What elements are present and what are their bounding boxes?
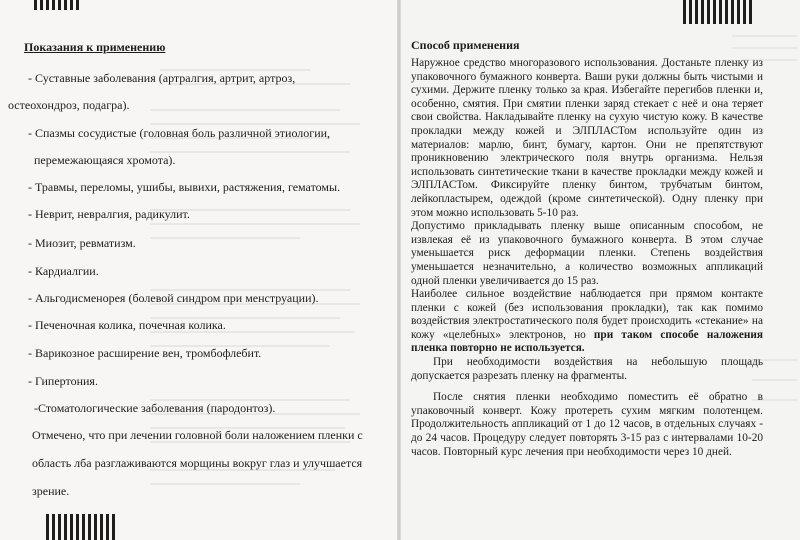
indication-line: - Альгодисменорея (болевой синдром при менструации). [28,291,319,305]
usage-paragraph: После снятия пленки необходимо поместить её обратно в упаковочный конверт. Кожу протереть сухим мягким полотенцем. Продолжительность аппликаций от 1 до 12 часов, в отдельных случаях - до 24 часов. Процедуру следует повторять 3-15 раз с интервалами 10-20 часов. Повторный курс лечения при необходимости через 10 дней. [411,391,763,458]
indication-line: - Гипертония. [28,374,98,388]
note-line: Отмечено, что при лечении головной боли наложением пленки с [32,428,363,442]
usage-paragraph: Наружное средство многоразового использования. Достаньте пленку из упаковочного бумажного конверта. Ваши руки должны быть чистыми и сухими. Держите пленку только за края. Избегайте перегибов пленки и, особенно, смятия. При смятии пленки заряд стекает с неё и она теряет свои свойства. Накладывайте пленку на сухую чистую кожу. В качестве прокладки между кожей и ЭЛПЛАСТом используйте один из материалов: марлю, бинт, бумагу, картон. Они не препятствуют проникновению электрического поля внутрь организма. Нельзя использовать синтетические ткани в качестве прокладки между кожей и ЭЛПЛАСТом. Фиксируйте пленку бинтом, трубчатым бинтом, лейкопластырем, одеждой (кроме синтетической). Одну пленку при этом можно использовать 5-10 раз. [411,57,763,219]
barcode-top-left [34,0,82,10]
indication-line: остеохондроз, подагра). [8,98,130,112]
indication-line: -Стоматологические заболевания (пародонтоз). [34,401,276,415]
usage-paragraph-text: Наиболее сильное воздействие наблюдается при прямом контакте пленки с кожей (без использования прокладки), так как помимо воздействия электростатического поля будет происходить «стекание» на кожу «целебных» электронов, но [411,288,763,341]
indication-line: - Неврит, невралгия, радикулит. [28,207,190,221]
indication-line: - Суставные заболевания (артралгия, артрит, артроз, [28,71,296,85]
note-line: область лба разглаживаются морщины вокруг глаз и улучшается [32,456,363,470]
usage-body [411,57,763,459]
usage-warning: при таком способе наложения пленка повторно не используется. [411,328,763,355]
indication-line: - Миозит, ревматизм. [28,236,136,250]
indication-line: - Спазмы сосудистые (головная боль различной этиологии, [28,126,331,140]
indications-title: Показания к применению [24,40,166,54]
barcode-top-right [683,0,755,24]
indication-line: - Кардиалгии. [28,264,99,278]
usage-paragraph: Допустимо прикладывать пленку выше описанным способом, не извлекая её из упаковочного бумажного конверта. В этом случае уменьшается риск деформации пленки. Степень воздействия уменьшается незначительно, а количество возможных аппликаций одной пленки увеличивается до 15 раз. [411,220,763,287]
usage-paragraph [411,288,763,356]
note-line: зрение. [32,484,70,498]
indication-line: перемежающаяся хромота). [34,153,176,167]
indication-line: - Варикозное расширение вен, тромбофлебит. [28,346,262,360]
barcode-bottom-left [46,514,118,540]
indication-line: - Травмы, переломы, ушибы, вывихи, растяжения, гематомы. [28,180,341,194]
usage-title: Способ применения [411,38,520,52]
indication-line: - Печеночная колика, почечная колика. [28,318,226,332]
usage-paragraph: При необходимости воздействия на небольшую площадь допускается разрезать пленку на фрагменты. [411,356,763,382]
